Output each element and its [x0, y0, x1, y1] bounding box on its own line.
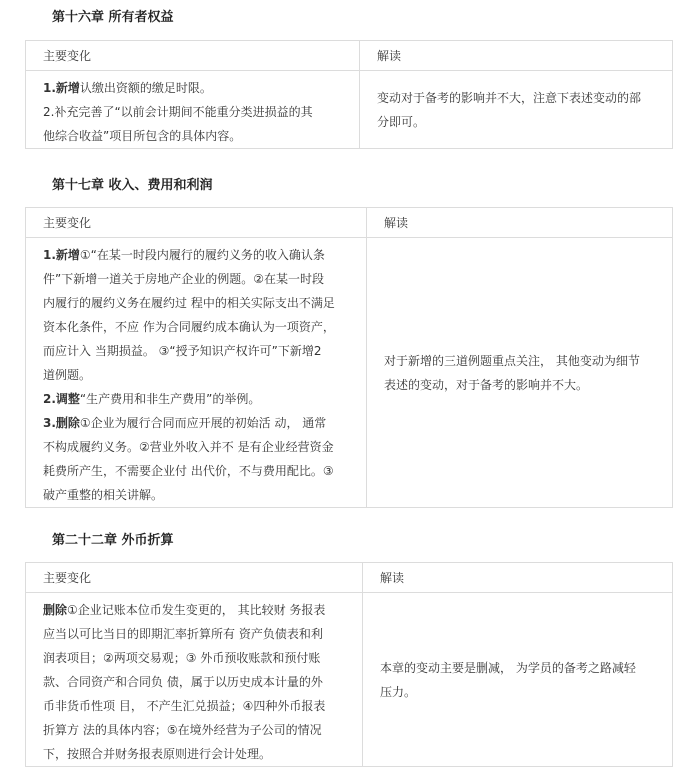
header-interpretation: 解读	[367, 208, 673, 238]
change-line	[43, 622, 356, 646]
change-text: 而应计入 当期损益。 ③“授予知识产权许可”下新增2	[43, 344, 322, 358]
chapter-title-22: 第二十二章 外币折算	[52, 533, 174, 548]
change-line	[43, 315, 360, 339]
change-line	[43, 742, 356, 766]
change-text: 内履行的履约义务在履约过 程中的相关实际支出不满足	[43, 296, 335, 310]
change-line	[43, 291, 360, 315]
change-text: 应当以可比当日的即期汇率折算所有 资产负债表和利	[43, 627, 323, 641]
change-text: 币非货币性项 目， 不产生汇兑损益；④四种外币报表	[43, 699, 326, 713]
table-header-row	[26, 563, 673, 593]
table-row	[26, 71, 673, 149]
interpretation-line: 分即可。	[377, 114, 426, 129]
change-text: 不构成履约义务。②营业外收入并不 是有企业经营资金	[43, 440, 334, 454]
interpretation-line: 变动对于备考的影响并不大，注意下表述变动的部	[377, 90, 642, 105]
changes-table-16	[25, 40, 673, 149]
change-text: 耗费所产生，不需要企业付 出代价，不与费用配比。③	[43, 464, 334, 478]
change-text: 认缴出资额的缴足时限。	[79, 81, 212, 95]
change-keyword: 删除	[43, 603, 68, 617]
change-line	[43, 387, 360, 411]
interpretation-cell	[363, 593, 673, 767]
changes-cell	[26, 593, 363, 767]
change-text: ①企业为履行合同而应开展的初始活 动， 通常	[79, 416, 327, 430]
changes-table-22	[25, 562, 673, 767]
change-keyword: 1.新增	[43, 248, 80, 262]
interpretation-line: 表述的变动，对于备考的影响并不大。	[384, 377, 589, 392]
change-line	[43, 435, 360, 459]
change-keyword: 3.删除	[43, 416, 80, 430]
change-keyword: 1.新增	[43, 81, 80, 95]
interpretation-line: 对于新增的三道例题重点关注， 其他变动为细节	[384, 353, 640, 368]
change-line	[43, 100, 353, 124]
change-line	[43, 670, 356, 694]
table-row	[26, 593, 673, 767]
interpretation-cell	[360, 71, 673, 149]
change-text: ①企业记账本位币发生变更的， 其比较财 务报表	[67, 603, 326, 617]
chapter-title-16: 第十六章 所有者权益	[52, 10, 174, 25]
change-text: ①“在某一时段内履行的履约义务的收入确认条	[79, 248, 325, 262]
changes-cell	[26, 71, 360, 149]
change-text: 润表项目；②两项交易观；③ 外币预收账款和预付账	[43, 651, 321, 665]
change-text: 折算方 法的具体内容；⑤在境外经营为子公司的情况	[43, 723, 322, 737]
interpretation-line: 压力。	[380, 684, 417, 699]
header-main-changes: 主要变化	[26, 208, 367, 238]
change-text: 破产重整的相关讲解。	[43, 488, 164, 502]
header-main-changes: 主要变化	[26, 563, 363, 593]
changes-table-17	[25, 207, 673, 508]
change-text: “生产费用和非生产费用”的举例。	[79, 392, 261, 406]
table-header-row	[26, 208, 673, 238]
interpretation-cell	[367, 238, 673, 508]
change-line	[43, 598, 356, 622]
header-main-changes: 主要变化	[26, 41, 360, 71]
change-line	[43, 718, 356, 742]
change-line	[43, 76, 353, 100]
change-text: 下，按照合并财务报表原则进行会计处理。	[43, 747, 272, 761]
change-text: 资本化条件，不应 作为合同履约成本确认为一项资产，	[43, 320, 335, 334]
change-line	[43, 124, 353, 148]
interpretation-line: 本章的变动主要是删减， 为学员的备考之路减轻	[380, 660, 636, 675]
table-header-row	[26, 41, 673, 71]
change-line	[43, 459, 360, 483]
change-line	[43, 363, 360, 387]
header-interpretation: 解读	[360, 41, 673, 71]
changes-cell	[26, 238, 367, 508]
header-interpretation: 解读	[363, 563, 673, 593]
change-text: 件”下新增一道关于房地产企业的例题。②在某一时段	[43, 272, 324, 286]
change-text: 2.补充完善了“以前会计期间不能重分类进损益的其	[43, 105, 313, 119]
change-text: 道例题。	[43, 368, 92, 382]
table-row	[26, 238, 673, 508]
change-line	[43, 483, 360, 507]
change-line	[43, 694, 356, 718]
change-line	[43, 339, 360, 363]
change-keyword: 2.调整	[43, 392, 80, 406]
change-line	[43, 267, 360, 291]
change-line	[43, 646, 356, 670]
change-text: 他综合收益”项目所包含的具体内容。	[43, 129, 242, 143]
change-line	[43, 411, 360, 435]
chapter-title-17: 第十七章 收入、费用和利润	[52, 178, 213, 193]
change-text: 款、合同资产和合同负 债，属于以历史成本计量的外	[43, 675, 323, 689]
change-line	[43, 243, 360, 267]
